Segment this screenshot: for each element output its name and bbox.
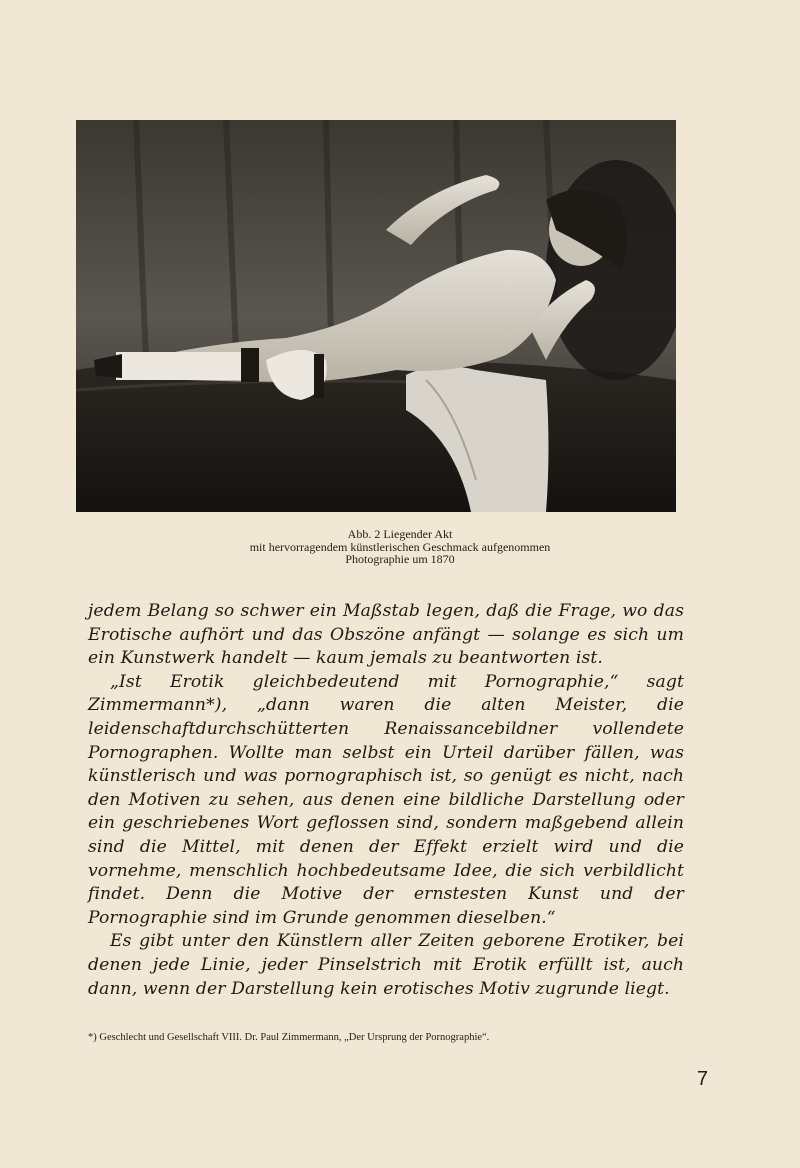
- figure-caption: [150, 528, 650, 566]
- paragraph-2: „Ist Erotik gleichbedeutend mit Pornographie,“ sagt Zimmermann*), „dann waren die alten Meister, die leidenschaftdurchschütterten Renaissancebildner vollendete Pornographen. Wollte man selbst ein Urteil darüber fällen, was künstlerisch und was pornographisch ist, so genügt es nicht, nach den Motiven zu sehen, aus denen eine bildliche Darstellung oder ein geschriebenes Wort geflossen sind, sondern maßgebend allein sind die Mittel, mit denen der Effekt erzielt wird und die vornehme, menschlich hochbedeutsame Idee, die sich verbildlicht findet. Denn die Motive der ernstesten Kunst und der Pornographie sind im Grunde genommen dieselben.“: [88, 671, 684, 928]
- reclining-figure-photo: [76, 120, 676, 512]
- footnote: *) Geschlecht und Gesellschaft VIII. Dr. Paul Zimmermann, „Der Ursprung der Pornographie“.: [88, 1032, 490, 1043]
- caption-line-description: mit hervorragendem künstlerischen Geschmack aufgenommen: [249, 539, 551, 554]
- caption-line-title: Abb. 2 Liegender Akt: [347, 527, 453, 541]
- paragraph-3: Es gibt unter den Künstlern aller Zeiten geborene Erotiker, bei denen jede Linie, jeder Pinselstrich mit Erotik erfüllt ist, auch dann, wenn der Darstellung kein erotisches Motiv zugrunde liegt.: [88, 931, 684, 999]
- page-number: 7: [696, 1068, 708, 1090]
- paragraph-1: jedem Belang so schwer ein Maßstab legen, daß die Frage, wo das Erotische aufhört und das Obszöne anfängt — solange es sich um ein Kunstwerk handelt — kaum jemals zu beantworten ist.: [88, 601, 684, 669]
- body-text: [88, 600, 684, 1001]
- photograph-plate: [76, 120, 676, 512]
- caption-line-date: Photographie um 1870: [345, 552, 455, 566]
